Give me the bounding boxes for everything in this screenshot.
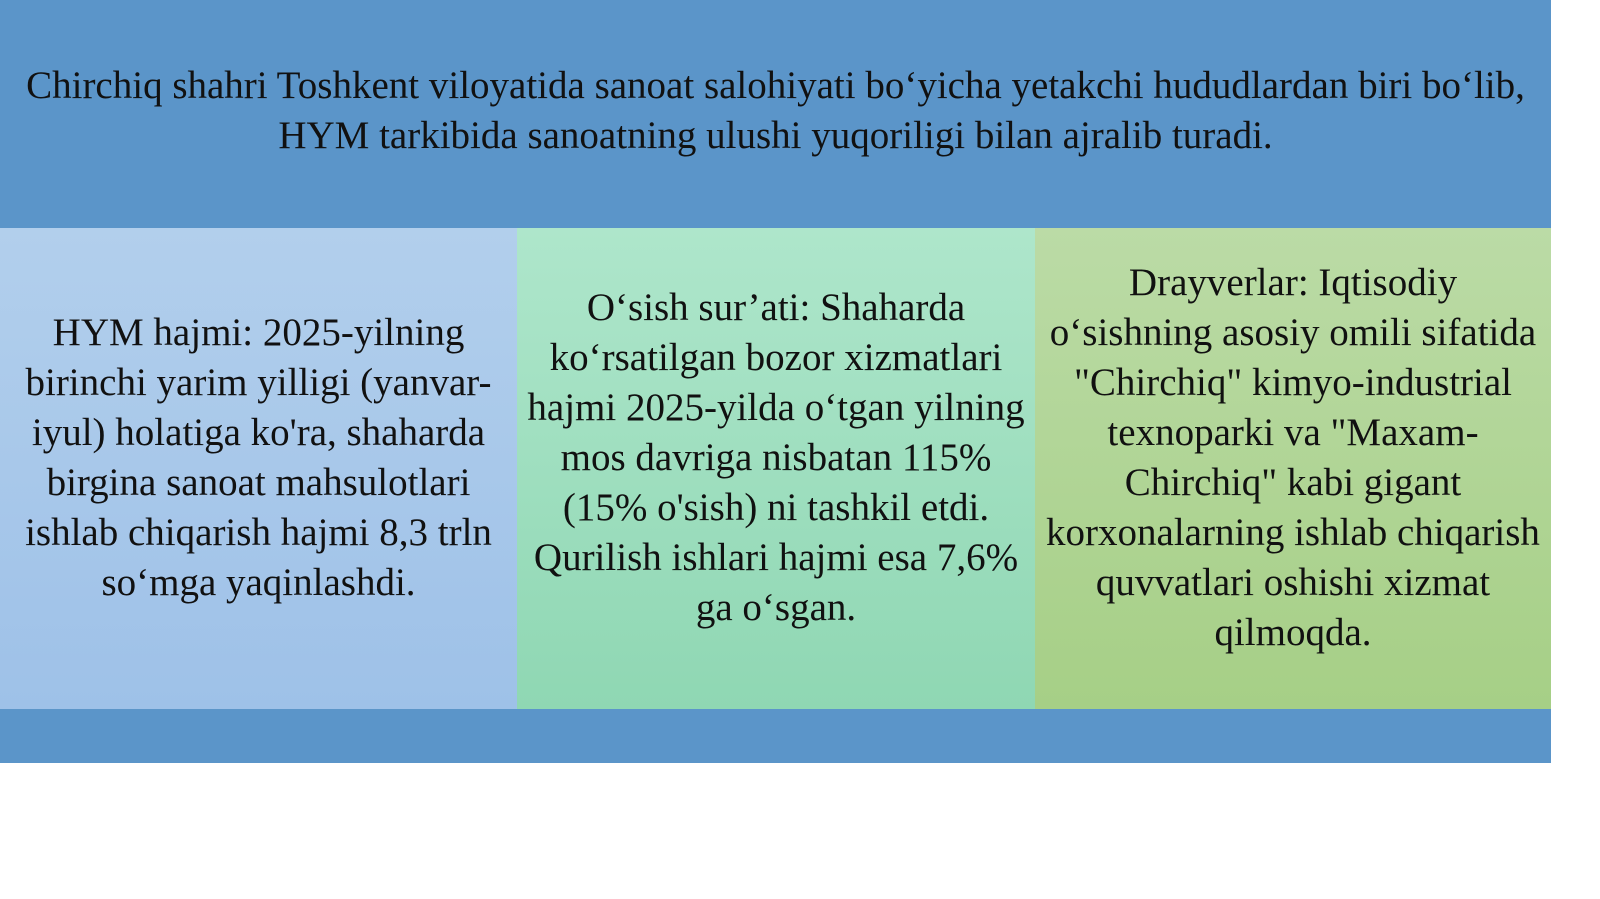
panel-growth-rate (517, 228, 1035, 709)
panel-drivers (1035, 228, 1551, 709)
info-panels (0, 228, 1551, 709)
panel-growth-rate-text: O‘sish sur’ati: Shaharda ko‘rsatilgan bozor xizmatlari hajmi 2025-yilda o‘tgan yilning mos davriga nisbatan 115% (15% o'sish) ni tashkil etdi. Qurilish ishlari hajmi esa 7,6% ga o‘sgan. (527, 285, 1025, 629)
panel-hym-volume (0, 228, 517, 709)
panel-hym-volume-text: HYM hajmi: 2025-yilning birinchi yarim yilligi (yanvar-iyul) holatiga ko'ra, shaharda birgina sanoat mahsulotlari ishlab chiqarish hajmi 8,3 trln so‘mga yaqinlashdi. (25, 310, 492, 604)
panel-drivers-text: Drayverlar: Iqtisodiy o‘sishning asosiy omili sifatida "Chirchiq" kimyo-industrial texnoparki va "Maxam-Chirchiq" kabi gigant korxonalarning ishlab chiqarish quvvatlari oshishi xizmat qilmoqda. (1046, 260, 1540, 654)
header-text: Chirchiq shahri Toshkent viloyatida sanoat salohiyati bo‘yicha yetakchi hududlardan biri bo‘lib, HYM tarkibida sanoatning ulushi yuqoriligi bilan ajralib turadi. (26, 64, 1525, 157)
header-band (0, 0, 1551, 228)
